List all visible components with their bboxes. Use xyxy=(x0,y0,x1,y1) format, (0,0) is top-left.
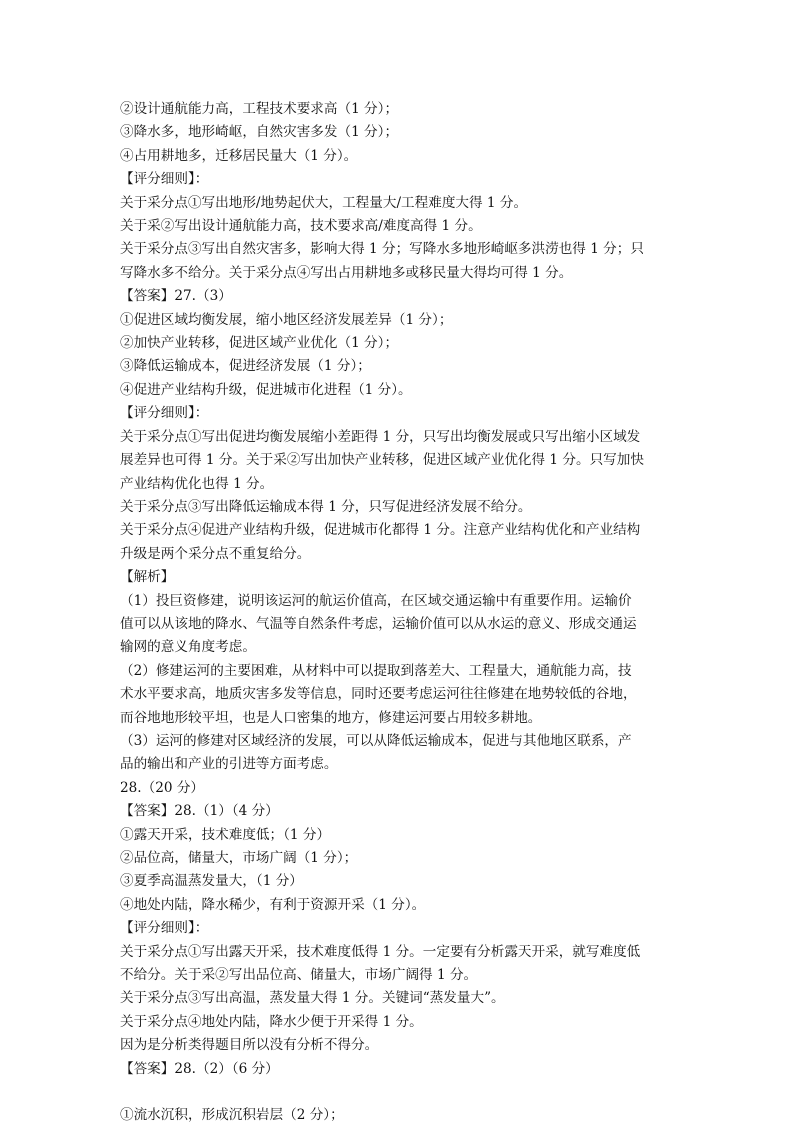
section-heading-answer: 【答案】28.（1）（4 分） xyxy=(120,803,279,820)
answer-line: ②加快产业转移，促进区域产业优化（1 分）； xyxy=(120,335,399,352)
document-body xyxy=(120,98,695,1128)
answer-line: ③降低运输成本，促进经济发展（1 分）； xyxy=(120,358,371,375)
answer-line: ③夏季高温蒸发量大，（1 分） xyxy=(120,873,303,890)
question-number: 28.（20 分） xyxy=(120,779,205,796)
analysis-line: （2）修建运河的主要困难，从材料中可以提取到落差大、工程量大，通航能力高，技 xyxy=(120,662,632,679)
scoring-line: 关于采②写出设计通航能力高，技术要求高/难度高得 1 分。 xyxy=(120,218,482,235)
scoring-line: 关于采分点①写出促进均衡发展缩小差距得 1 分，只写出均衡发展或只写出缩小区域发 xyxy=(120,428,641,445)
scoring-line: 关于采分点③写出高温，蒸发量大得 1 分。关键词“蒸发量大”。 xyxy=(120,990,505,1007)
analysis-line: 值可以从该地的降水、气温等自然条件考虑，运输价值可以从水运的意义、形成交通运 xyxy=(120,615,637,632)
answer-line: ③降水多，地形崎岖，自然灾害多发（1 分）； xyxy=(120,124,399,141)
scoring-line: 关于采分点④地处内陆，降水少便于开采得 1 分。 xyxy=(120,1013,423,1030)
section-heading-answer: 【答案】27.（3） xyxy=(120,288,232,305)
blank-line xyxy=(120,1081,695,1104)
section-heading-analysis: 【解析】 xyxy=(120,569,175,586)
analysis-line: （1）投巨资修建，说明该运河的航运价值高，在区域交通运输中有重要作用。运输价 xyxy=(120,592,632,609)
scoring-line: 升级是两个采分点不重复给分。 xyxy=(120,545,311,562)
scoring-line: 不给分。关于采②写出品位高、储量大，市场广阔得 1 分。 xyxy=(120,967,478,984)
answer-line: ①促进区域均衡发展，缩小地区经济发展差异（1 分）； xyxy=(120,311,453,328)
scoring-line: 写降水多不给分。关于采分点④写出占用耕地多或移民量大得均可得 1 分。 xyxy=(120,264,573,281)
answer-line: ④占用耕地多，迁移居民量大（1 分）。 xyxy=(120,147,358,164)
analysis-line: 而谷地地形较平坦，也是人口密集的地方，修建运河要占用较多耕地。 xyxy=(120,709,542,726)
scoring-line: 展差异也可得 1 分。关于采②写出加快产业转移，促进区域产业优化得 1 分。只写加快 xyxy=(120,452,644,469)
section-heading-scoring: 【评分细则】： xyxy=(120,920,209,937)
scoring-line: 关于采分点③写出降低运输成本得 1 分，只写促进经济发展不给分。 xyxy=(120,498,532,515)
section-heading-answer: 【答案】28.（2）（6 分） xyxy=(120,1060,279,1077)
scoring-line: 关于采分点①写出地形/地势起伏大，工程量大/工程难度大得 1 分。 xyxy=(120,194,528,211)
scoring-line: 关于采分点①写出露天开采，技术难度低得 1 分。一定要有分析露天开采，就写难度低 xyxy=(120,943,641,960)
scoring-line: 因为是分析类得题目所以没有分析不得分。 xyxy=(120,1037,379,1054)
analysis-line: 术水平要求高，地质灾害多发等信息，同时还要考虑运河往往修建在地势较低的谷地， xyxy=(120,686,637,703)
answer-line: ④地处内陆，降水稀少，有利于资源开采（1 分）。 xyxy=(120,896,426,913)
answer-line: ②设计通航能力高，工程技术要求高（1 分）； xyxy=(120,101,399,117)
scoring-line: 产业结构优化也得 1 分。 xyxy=(120,475,274,492)
section-heading-scoring: 【评分细则】： xyxy=(120,171,209,188)
answer-line: ④促进产业结构升级，促进城市化进程（1 分）。 xyxy=(120,381,412,398)
answer-line: ②品位高，储量大，市场广阔（1 分）； xyxy=(120,850,358,866)
analysis-line: 品的输出和产业的引进等方面考虑。 xyxy=(120,756,338,773)
analysis-line: 输网的意义角度考虑。 xyxy=(120,639,256,656)
section-heading-scoring: 【评分细则】： xyxy=(120,405,209,422)
scoring-line: 关于采分点④促进产业结构升级，促进城市化都得 1 分。注意产业结构优化和产业结构 xyxy=(120,522,641,539)
analysis-line: （3）运河的修建对区域经济的发展，可以从降低运输成本，促进与其他地区联系，产 xyxy=(120,732,632,749)
answer-line: ①流水沉积，形成沉积岩层（2 分）； xyxy=(120,1107,344,1124)
scoring-line: 关于采分点③写出自然灾害多，影响大得 1 分；写降水多地形崎岖多洪涝也得 1 分；只 xyxy=(120,241,644,258)
answer-line: ①露天开采，技术难度低；（1 分） xyxy=(120,826,331,843)
